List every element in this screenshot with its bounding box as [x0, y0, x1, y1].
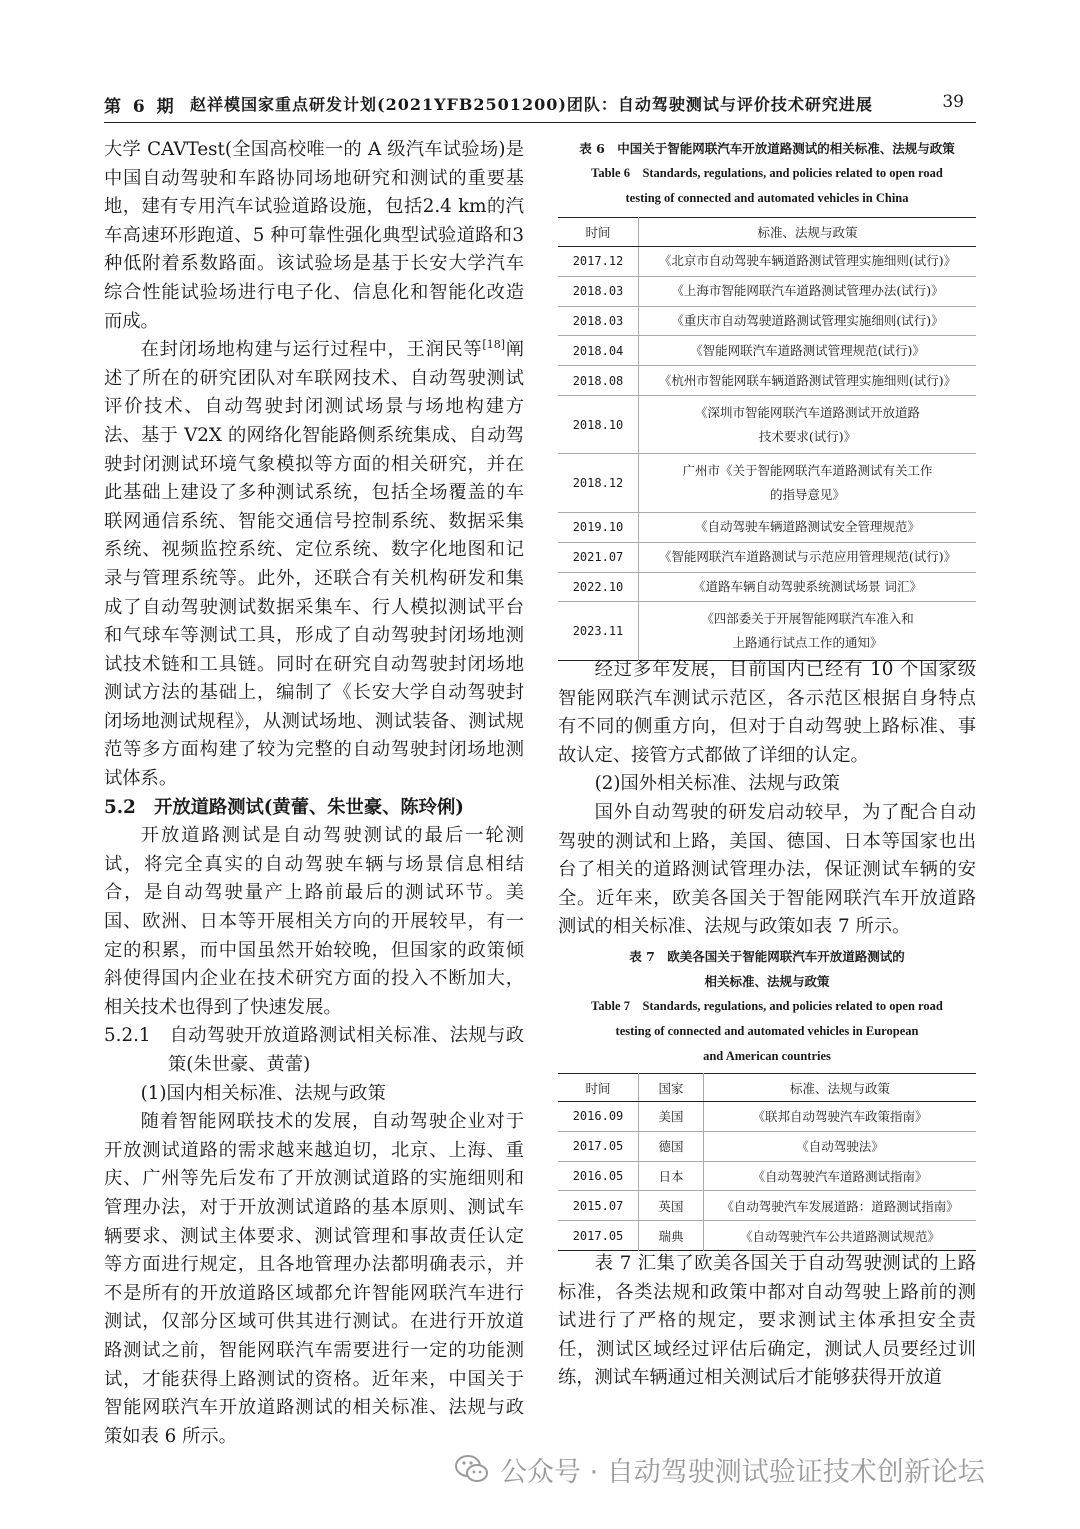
cell-standard: [639, 276, 977, 306]
cell-line: 《上海市智能网联汽车道路测试管理办法(试行)》: [671, 283, 944, 299]
issue-number: 第 6 期: [104, 97, 177, 117]
table-row: [558, 1131, 976, 1161]
cell-line: 《北京市自动驾驶车辆道路测试管理实施细则(试行)》: [658, 253, 957, 269]
cell-line: 技术要求(试行)》: [758, 428, 857, 444]
left-column: [104, 136, 524, 1451]
table-row: [558, 1102, 976, 1132]
cell-country: 德国: [639, 1131, 704, 1161]
table6-caption-en: testing of connected and automated vehicles in China: [625, 191, 909, 205]
paragraph: 国外自动驾驶的研发启动较早，为了配合自动驾驶的测试和上路，美国、德国、日本等国家也出台了相关的道路测试管理办法，保证测试车辆的安全。近年来，欧美各国关于智能网联汽车开放道路测试的相关标准、法规与政策如表 7 所示。: [558, 801, 976, 938]
cell-line: 《智能网联汽车道路测试与示范应用管理规范(试行)》: [658, 549, 957, 565]
section-heading: 5.2 开放道路测试(黄蕾、朱世豪、陈玲俐): [104, 796, 464, 818]
table-header: 时间: [558, 218, 639, 247]
table6-block: [558, 136, 976, 661]
cell-time: 2021.07: [558, 542, 639, 572]
sub-heading: (2)国外相关标准、法规与政策: [594, 773, 840, 795]
table-row: [558, 512, 976, 542]
paragraph: 在封闭场地构建与运行过程中，王润民等[18]阐述了所在的研究团队对车联网技术、自动驾驶测试评价技术、自动驾驶封闭测试场景与场地构建方法、基于 V2X 的网络化智能路侧系统集成、自动驾驶封闭测试环境气象模拟等方面的相关研究，并在此基础上建设了多种测试系统，包括全场覆盖的车联网通信系统、智能交通信号控制系统、数据采集系统、视频监控系统、定位系统、数字化地图和记录与管理系统等。此外，还联合有关机构研发和集成了自动驾驶测试数据采集车、行人模拟测试平台和气球车等测试工具，形成了自动驾驶封闭场地测试技术链和工具链。同时在研究自动驾驶封闭场地测试方法的基础上，编制了《长安大学自动驾驶封闭场地测试规程》，从测试场地、测试装备、测试规范等多方面构建了较为完整的自动驾驶封闭场地测试体系。: [104, 338, 525, 790]
cell-time: 2018.04: [558, 336, 639, 366]
cell-time: 2022.10: [558, 572, 639, 602]
cell-line: 《杭州市智能网联车辆道路测试管理实施细则(试行)》: [658, 372, 957, 388]
wechat-icon: [454, 1451, 490, 1487]
watermark-text: 公众号 · 自动驾驶测试验证技术创新论坛: [500, 1456, 985, 1488]
cell-time: 2017.05: [558, 1131, 639, 1161]
table-row: [558, 395, 976, 454]
table-row: [558, 572, 976, 602]
cell-standard: [639, 602, 977, 661]
cell-standard: [639, 366, 977, 396]
table7-caption-cn: 相关标准、法规与政策: [704, 974, 830, 989]
cell-time: 2018.12: [558, 454, 639, 513]
cell-country: 美国: [639, 1102, 704, 1132]
table7-caption-cn: 表 7 欧美各国关于智能网联汽车开放道路测试的: [629, 949, 905, 964]
paragraph: 表 7 汇集了欧美各国关于自动驾驶测试的上路标准，各类法规和政策中都对自动驾驶上路前的测试进行了严格的规定，要求测试主体承担安全责任，测试区域经过评估后确定，测试人员要经过训练，测试车辆通过相关测试后才能够获得开放道: [558, 1253, 976, 1389]
right-column-lower: [558, 1250, 976, 1393]
table7-caption-en: Table 7 Standards, regulations, and policies related to open road: [591, 999, 943, 1013]
table7: [558, 1073, 976, 1251]
cell-time: 2018.10: [558, 395, 639, 454]
table-row: [558, 602, 976, 661]
cell-standard: 《联邦自动驾驶汽车政策指南》: [704, 1102, 977, 1132]
table-header: 国家: [639, 1074, 704, 1102]
sub-heading: (1)国内相关标准、法规与政策: [140, 1082, 386, 1104]
cell-line: 广州市《关于智能网联汽车道路测试有关工作: [682, 463, 933, 479]
cell-standard: 《自动驾驶汽车道路测试指南》: [704, 1161, 977, 1191]
cell-line: 上路通行试点工作的通知》: [732, 635, 883, 651]
table7-block: [558, 944, 976, 1251]
cell-time: 2018.03: [558, 306, 639, 336]
table-header: 标准、法规与政策: [639, 218, 977, 247]
table-row: [558, 276, 976, 306]
table6-caption-cn: 表 6 中国关于智能网联汽车开放道路测试的相关标准、法规与政策: [579, 141, 955, 156]
table-row: [558, 366, 976, 396]
header-rule: [104, 122, 976, 123]
table-row: [558, 1191, 976, 1221]
cell-line: 《道路车辆自动驾驶系统测试场景 词汇》: [693, 578, 922, 594]
watermark: [454, 1446, 985, 1492]
cell-standard: 《自动驾驶汽车公共道路测试规范》: [739, 1228, 940, 1244]
cell-standard: [639, 395, 977, 454]
cell-line: 的指导意见》: [769, 487, 845, 503]
paragraph: 经过多年发展，目前国内已经有 10 个国家级智能网联汽车测试示范区，各示范区根据自身特点有不同的侧重方向，但对于自动驾驶上路标准、事故认定、接管方式都做了详细的认定。: [558, 659, 976, 766]
table-row: [558, 542, 976, 572]
cell-time: 2019.10: [558, 512, 639, 542]
cell-time: 2016.05: [558, 1161, 639, 1191]
table-row: [558, 247, 976, 277]
cell-standard: [639, 512, 977, 542]
paragraph: 随着智能网联技术的发展，自动驾驶企业对于开放测试道路的需求越来越迫切，北京、上海、重庆、广州等先后发布了开放测试道路的实施细则和管理办法，对于开放测试道路的基本原则、测试车辆要求、测试主体要求、测试管理和事故责任认定等方面进行规定，且各地管理办法都明确表示，并不是所有的开放道路区域都允许智能网联汽车进行测试，仅部分区域可供其进行测试。在进行开放道路测试之前，智能网联汽车需要进行一定的功能测试，才能获得上路测试的资格。近年来，中国关于智能网联汽车开放道路测试的相关标准、法规与政策如表 6 所示。: [104, 1111, 524, 1447]
cell-standard: [639, 247, 977, 277]
table-row: [558, 454, 976, 513]
subsection-heading: 5.2.1 自动驾驶开放道路测试相关标准、法规与政策(朱世豪、黄蕾): [104, 1025, 524, 1075]
cell-standard: [639, 572, 977, 602]
running-title: 赵祥模国家重点研发计划(2021YFB2501200)团队：自动驾驶测试与评价技术研究进展: [190, 95, 873, 114]
cell-line: 《深圳市智能网联汽车道路测试开放道路: [694, 404, 920, 420]
right-column-upper: [558, 656, 976, 942]
table-row: [558, 306, 976, 336]
cell-time: 2023.11: [558, 602, 639, 661]
cell-standard: 《自动驾驶法》: [704, 1131, 977, 1161]
table-header: 标准、法规与政策: [704, 1074, 977, 1102]
cell-time: 2018.08: [558, 366, 639, 396]
cell-country: 瑞典: [639, 1221, 704, 1251]
cell-standard: [639, 454, 977, 513]
paragraph: 开放道路测试是自动驾驶测试的最后一轮测试，将完全真实的自动驾驶车辆与场景信息相结合，是自动驾驶量产上路前最后的测试环节。美国、欧洲、日本等开展相关方向的开展较早，有一定的积累，而中国虽然开始较晚，但国家的政策倾斜使得国内企业在技术研究方面的投入不断加大，相关技术也得到了快速发展。: [104, 825, 524, 1018]
cell-line: 《智能网联汽车道路测试管理规范(试行)》: [690, 342, 925, 358]
cell-line: 《四部委关于开展智能网联汽车准入和: [701, 611, 914, 627]
cell-time: 2018.03: [558, 276, 639, 306]
cell-time: 2017.05: [558, 1221, 639, 1251]
cell-standard: [639, 336, 977, 366]
table7-caption-en: and American countries: [703, 1049, 831, 1063]
running-header: [104, 92, 976, 118]
cell-time: 2015.07: [558, 1191, 639, 1221]
table6: [558, 217, 976, 661]
cell-country: 日本: [639, 1161, 704, 1191]
cell-line: 《自动驾驶车辆道路测试安全管理规范》: [694, 519, 920, 535]
cell-time: 2016.09: [558, 1102, 639, 1132]
table-row: [558, 1221, 976, 1251]
cell-standard: 《自动驾驶汽车发展道路：道路测试指南》: [704, 1191, 977, 1221]
page-number: 39: [942, 92, 964, 112]
table-row: [558, 1161, 976, 1191]
paragraph: 大学 CAVTest(全国高校唯一的 A 级汽车试验场)是中国自动驾驶和车路协同场地研究和测试的重要基地，建有专用汽车试验道路设施，包括2.4 km的汽车高速环形跑道、5 种可靠性强化典型试验道路和3 种低附着系数路面。该试验场是基于长安大学汽车综合性能试验场进行电子化、信息化和智能化改造而成。: [104, 139, 524, 332]
cell-time: 2017.12: [558, 247, 639, 277]
citation-ref[interactable]: [18]: [482, 338, 506, 352]
cell-standard: [639, 306, 977, 336]
table6-caption-en: Table 6 Standards, regulations, and policies related to open road: [591, 166, 943, 180]
table-header: 时间: [558, 1074, 639, 1102]
cell-line: 《重庆市自动驾驶道路测试管理实施细则(试行)》: [671, 312, 944, 328]
cell-standard: [639, 542, 977, 572]
cell-country: 英国: [639, 1191, 704, 1221]
table7-caption-en: testing of connected and automated vehicles in European: [615, 1024, 919, 1038]
table-row: [558, 336, 976, 366]
